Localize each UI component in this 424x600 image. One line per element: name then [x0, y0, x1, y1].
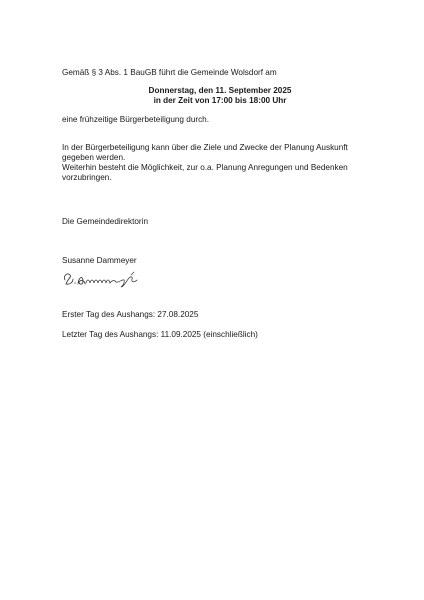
paragraph-line-2: gegeben werden.: [62, 153, 126, 162]
paragraph-line-3: Weiterhin besteht die Möglichkeit, zur o.a. Planung Anregungen und Bedenken: [62, 163, 348, 172]
first-posting-date: Erster Tag des Aushangs: 27.08.2025: [62, 310, 199, 319]
intro-text: Gemäß § 3 Abs. 1 BauGB führt die Gemeinde Wolsdorf am: [62, 68, 277, 77]
date-line: Donnerstag, den 11. September 2025: [148, 86, 292, 95]
paragraph-line-4: vorzubringen.: [62, 173, 112, 182]
paragraph-line-1: In der Bürgerbeteiligung kann über die Ziele und Zwecke der Planung Auskunft: [62, 143, 348, 152]
participation-text: eine frühzeitige Bürgerbeteiligung durch.: [62, 115, 210, 124]
handwritten-signature: [61, 266, 143, 290]
signer-name: Susanne Dammeyer: [62, 256, 137, 265]
time-line: in der Zeit von 17:00 bis 18:00 Uhr: [153, 96, 287, 105]
last-posting-date: Letzter Tag des Aushangs: 11.09.2025 (einschließlich): [62, 330, 258, 339]
signer-role: Die Gemeindedirektorin: [62, 217, 149, 226]
